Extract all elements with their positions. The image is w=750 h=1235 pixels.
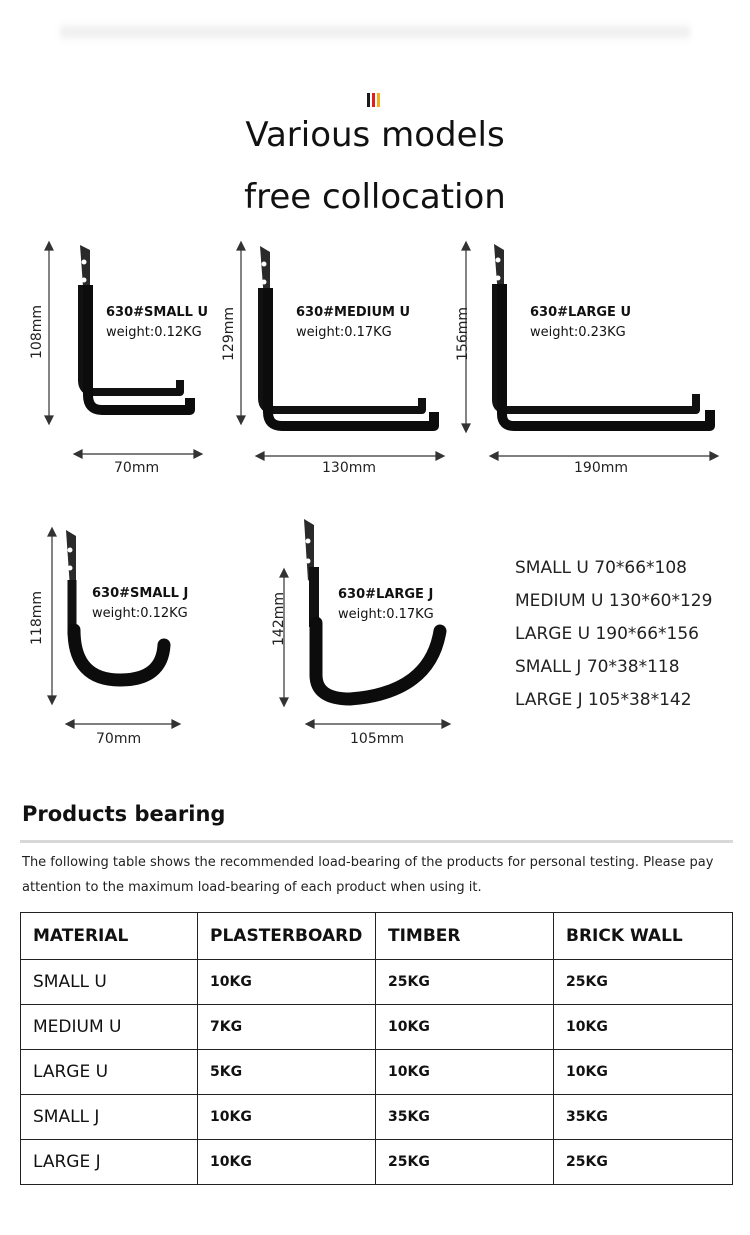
accent-bar-yellow — [377, 93, 380, 107]
top-shadow — [60, 22, 690, 42]
large-j-weight: weight:0.17KG — [338, 607, 434, 622]
table-row — [21, 1005, 733, 1050]
hook-large-u — [456, 240, 736, 480]
large-u-hook-image — [456, 240, 736, 480]
column-header: MATERIAL — [21, 913, 198, 960]
large-j-width-dim: 105mm — [350, 731, 404, 747]
small-j-hook-image — [30, 520, 230, 755]
section-description: The following table shows the recommended load-bearing of the products for personal testing. Please pay attention to the maximum load-bearing of each product when using it. — [22, 855, 714, 895]
table-cell: 25KG — [554, 1140, 733, 1185]
column-header: PLASTERBOARD — [198, 913, 376, 960]
table-cell: LARGE U — [21, 1050, 198, 1095]
table-cell: 25KG — [376, 1140, 554, 1185]
spec-item: SMALL J 70*38*118 — [515, 657, 680, 677]
medium-u-weight: weight:0.17KG — [296, 325, 392, 340]
table-cell: 25KG — [376, 960, 554, 1005]
small-u-weight: weight:0.12KG — [106, 325, 202, 340]
table-cell: 7KG — [198, 1005, 376, 1050]
large-u-name: 630#LARGE U — [530, 305, 632, 320]
page-title-line2: free collocation — [244, 177, 506, 217]
table-row — [21, 1140, 733, 1185]
small-j-name: 630#SMALL J — [92, 586, 189, 601]
hook-small-u — [30, 240, 210, 480]
large-u-weight: weight:0.23KG — [530, 325, 626, 340]
small-j-width-dim: 70mm — [96, 731, 142, 747]
hook-small-j — [30, 520, 230, 755]
hook-medium-u — [222, 240, 452, 480]
small-j-label — [92, 584, 188, 624]
table-cell: LARGE J — [21, 1140, 198, 1185]
table-cell: 25KG — [554, 960, 733, 1005]
table-cell: 10KG — [554, 1005, 733, 1050]
table-header-row — [21, 913, 733, 960]
spec-list — [515, 552, 712, 717]
medium-u-width-dim: 130mm — [322, 460, 376, 476]
spec-item: LARGE J 105*38*142 — [515, 690, 692, 710]
accent-bars-icon — [367, 93, 381, 107]
table-cell: SMALL J — [21, 1095, 198, 1140]
section-divider — [20, 840, 733, 843]
medium-u-name: 630#MEDIUM U — [296, 305, 411, 320]
large-u-label — [530, 303, 631, 343]
section-title: Products bearing — [22, 802, 226, 826]
hook-large-j — [270, 515, 470, 755]
medium-u-label — [296, 303, 410, 343]
small-u-hook-image — [30, 240, 210, 480]
column-header: BRICK WALL — [554, 913, 733, 960]
table-cell: 10KG — [198, 960, 376, 1005]
table-cell: 5KG — [198, 1050, 376, 1095]
table-row — [21, 960, 733, 1005]
small-u-width-dim: 70mm — [114, 460, 160, 476]
medium-u-height-dim: 129mm — [221, 307, 237, 361]
spec-item: MEDIUM U 130*60*129 — [515, 591, 713, 611]
table-cell: MEDIUM U — [21, 1005, 198, 1050]
large-u-height-dim: 156mm — [455, 307, 471, 361]
table-cell: 35KG — [554, 1095, 733, 1140]
table-cell: SMALL U — [21, 960, 198, 1005]
column-header: TIMBER — [376, 913, 554, 960]
table-row — [21, 1050, 733, 1095]
large-u-width-dim: 190mm — [574, 460, 628, 476]
accent-bar-black — [367, 93, 370, 107]
table-cell: 10KG — [376, 1050, 554, 1095]
large-j-height-dim: 142mm — [271, 592, 287, 646]
large-j-hook-image — [270, 515, 470, 755]
table-cell: 35KG — [376, 1095, 554, 1140]
small-j-weight: weight:0.12KG — [92, 606, 188, 621]
bearing-table — [20, 912, 733, 1185]
table-cell: 10KG — [198, 1140, 376, 1185]
accent-bar-red — [372, 93, 375, 107]
table-cell: 10KG — [198, 1095, 376, 1140]
page-title-line1: Various models — [245, 115, 505, 155]
table-row — [21, 1095, 733, 1140]
small-u-height-dim: 108mm — [29, 305, 45, 359]
small-u-label — [106, 303, 208, 343]
spec-item: SMALL U 70*66*108 — [515, 558, 687, 578]
large-j-name: 630#LARGE J — [338, 587, 434, 602]
table-cell: 10KG — [376, 1005, 554, 1050]
medium-u-hook-image — [222, 240, 452, 480]
large-j-label — [338, 585, 434, 625]
table-cell: 10KG — [554, 1050, 733, 1095]
small-u-name: 630#SMALL U — [106, 305, 209, 320]
spec-item: LARGE U 190*66*156 — [515, 624, 699, 644]
small-j-height-dim: 118mm — [29, 591, 45, 645]
